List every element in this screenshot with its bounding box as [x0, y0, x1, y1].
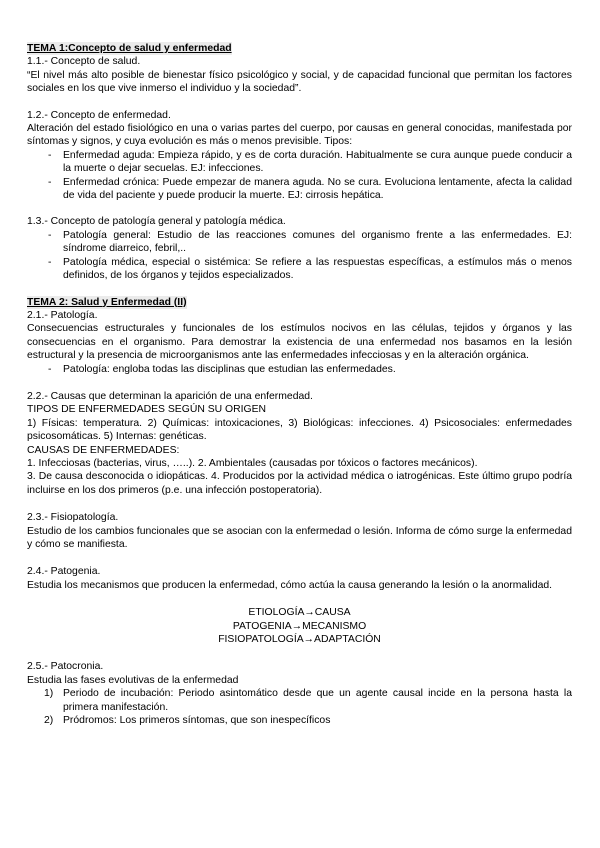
s24-heading: 2.4.- Patogenia.: [27, 566, 101, 578]
tema2-title: TEMA 2: Salud y Enfermedad (II): [27, 296, 187, 308]
s11-heading: 1.1.- Concepto de salud.: [27, 56, 141, 68]
s21-text: Consecuencias estructurales y funcionales de los estímulos nocivos en las células, tejidos y órganos y las consecuencias en el organismo. Para demostrar la existencia de una enfermedad nos basamos en la lesión estructural y la presencia de microorganismos ante las enfermedades infecciosas y en la alteración orgánica.: [27, 323, 572, 362]
s22-causas-text: 3. De causa desconocida o idiopáticas. 4. Producidos por la actividad médica o iatrogénicas. Este último grupo podría incluirse en los dos primeros (p.e. una infección postoperatoria).: [27, 471, 572, 496]
list-number: 2): [44, 715, 54, 727]
list-item-text: Pródromos: Los primeros síntomas, que son inespecíficos: [63, 715, 331, 727]
s25-heading: 2.5.- Patocronia.: [27, 661, 104, 673]
s11-text: “El nivel más alto posible de bienestar físico psicológico y social, y de capacidad funcional que permitan los factores sociales en los que vive inmerso el individuo y la sociedad”.: [27, 69, 572, 95]
s12-heading: 1.2.- Concepto de enfermedad.: [27, 109, 171, 121]
s12-list: [27, 149, 572, 203]
list-item: - Enfermedad crónica: Puede empezar de manera aguda. No se cura. Evoluciona lentamente, afecta la calidad de vida del paciente y puede producir la muerte. EJ: cirrosis hepática.: [27, 176, 572, 203]
summary-line: PATOGENIA→MECANISMO: [232, 620, 367, 632]
document-page: [27, 42, 572, 727]
s23-heading: 2.3.- Fisiopatología.: [27, 512, 119, 524]
list-number: 1): [44, 688, 54, 700]
list-item: [27, 714, 572, 727]
list-item: - Patología: engloba todas las disciplinas que estudian las enfermedades.: [27, 363, 572, 376]
summary-line: ETIOLOGÍA→CAUSA: [248, 607, 351, 619]
list-item: [27, 687, 572, 714]
s13-heading: 1.3.- Concepto de patología general y patología médica.: [27, 216, 286, 228]
s22-causas-heading: CAUSAS DE ENFERMEDADES:: [27, 444, 180, 456]
tema1-title: TEMA 1:Concepto de salud y enfermedad: [27, 43, 232, 54]
s25-list: [27, 687, 572, 727]
s21-heading: 2.1.- Patología.: [27, 309, 98, 321]
list-item: - Patología general: Estudio de las reacciones comunes del organismo frente a las enfermedades. EJ: síndrome diarreico, febril,..: [27, 229, 572, 256]
list-item: - Patología médica, especial o sistémica: Se refiere a las respuestas específicas, a estímulos más o menos definidos, de los órganos y tejidos especializados.: [27, 256, 572, 283]
s25-text: Estudia las fases evolutivas de la enfermedad: [27, 674, 239, 686]
s24-text: Estudia los mecanismos que producen la enfermedad, cómo actúa la causa generando la lesión o la anormalidad.: [27, 579, 553, 591]
s22-tipos-text: 1) Físicas: temperatura. 2) Químicas: intoxicaciones, 3) Biológicas: infecciones. 4) Psicosociales: enfermedades psicosomáticas. 5) Internas: genéticas.: [27, 417, 572, 443]
s21-list: [27, 363, 572, 376]
s23-text: Estudio de los cambios funcionales que se asocian con la enfermedad o lesión. Informa de cómo surge la enfermedad y cómo se manifiesta.: [27, 525, 572, 550]
list-item: - Enfermedad aguda: Empieza rápido, y es de corta duración. Habitualmente se cura aunque puede conducir a la muerte o dejar secuelas. EJ: infecciones.: [27, 149, 572, 176]
list-item-text: Periodo de incubación: Periodo asintomático desde que un agente causal incide en la persona hasta la primera manifestación.: [63, 688, 572, 713]
s13-list: [27, 229, 572, 283]
s22-causas-line1: 1. Infecciosas (bacterias, virus, …..). 2. Ambientales (causadas por tóxicos o factores mecánicos).: [27, 457, 478, 469]
s22-tipos-heading: TIPOS DE ENFERMEDADES SEGÚN SU ORIGEN: [27, 404, 267, 416]
s12-text: Alteración del estado fisiológico en una o varias partes del cuerpo, por causas en general conocidas, manifestada por síntomas y signos, y cuya evolución es más o menos previsible. Tipos:: [27, 123, 572, 148]
summary-line: FISIOPATOLOGÍA→ADAPTACIÓN: [218, 634, 381, 646]
s22-heading: 2.2.- Causas que determinan la aparición de una enfermedad.: [27, 390, 313, 402]
